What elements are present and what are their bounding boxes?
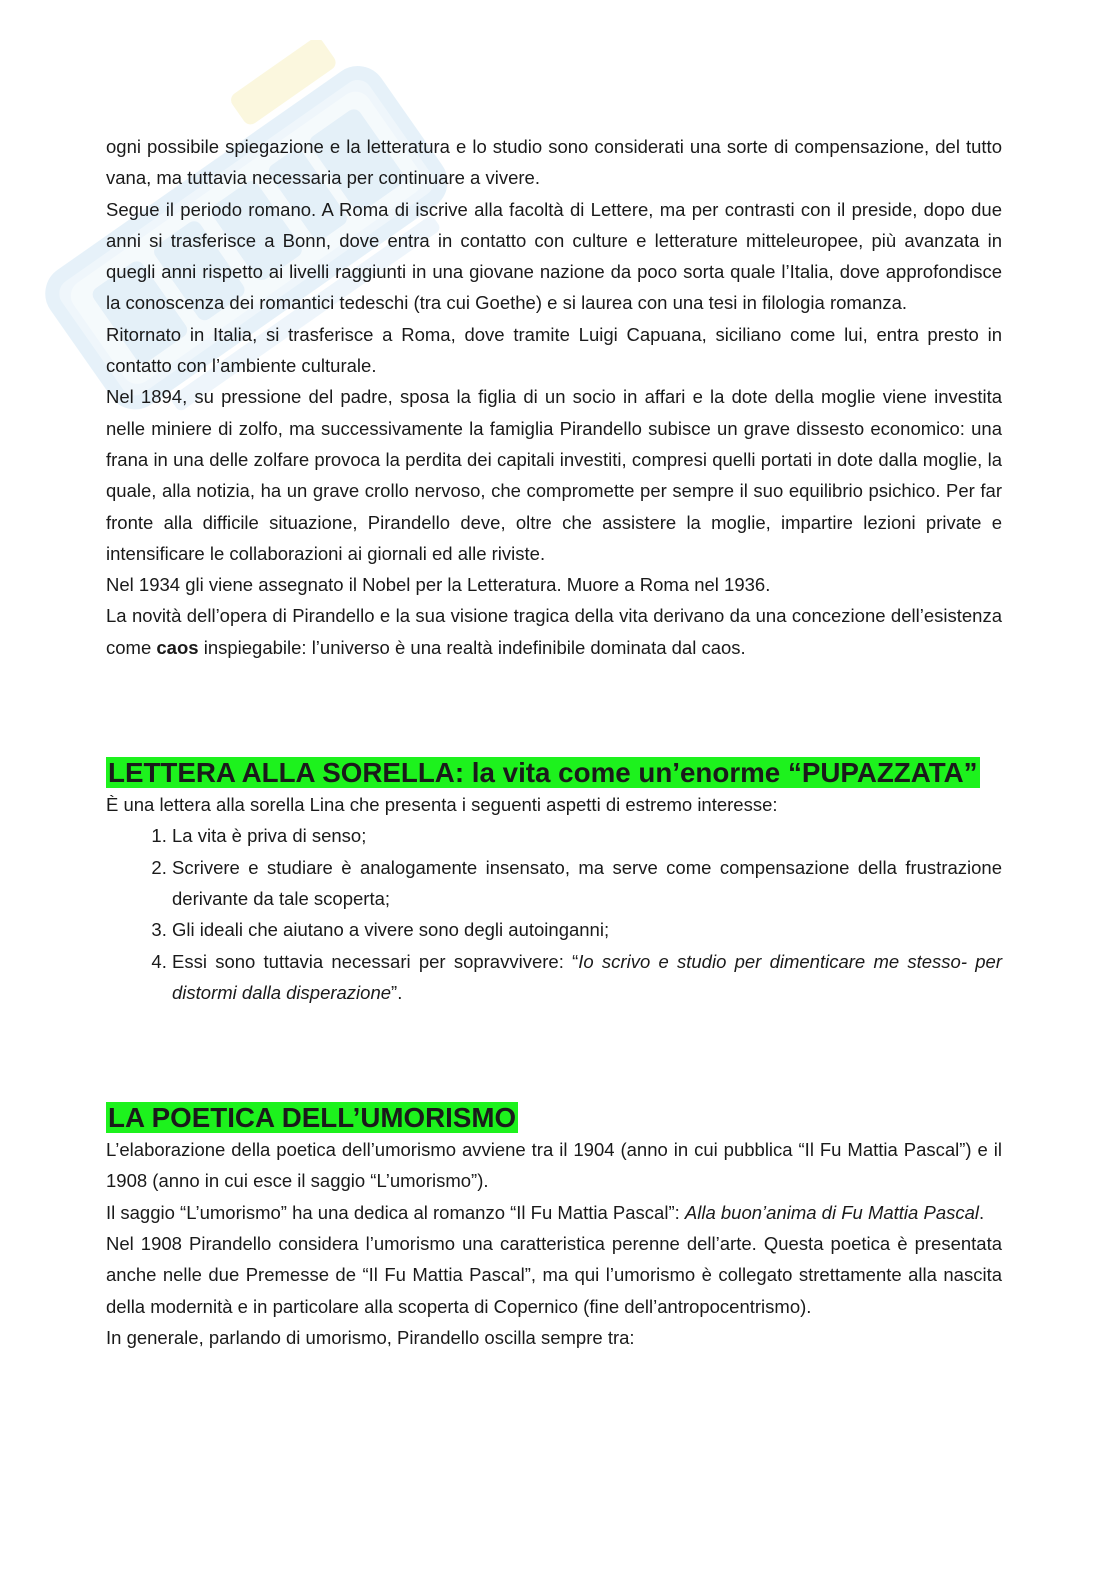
paragraph-caos (106, 600, 1002, 663)
dedica-text-after: . (979, 1201, 985, 1223)
list-item: 2. Scrivere e studiare è analogamente insensato, ma serve come compensazione della frustrazione derivante da tale scoperta; (172, 852, 1002, 915)
heading-poetica-umorismo (106, 1101, 1002, 1134)
list-item: 1. La vita è priva di senso; (172, 820, 1002, 851)
dedica-text-before: Il saggio “L’umorismo” ha una dedica al romanzo “Il Fu Mattia Pascal”: (106, 1201, 685, 1223)
paragraph-1908: Nel 1908 Pirandello considera l’umorismo una caratteristica perenne dell’arte. Questa poetica è presentata anche nelle due Premesse de “Il Fu Mattia Pascal”, ma qui l’umorismo è collegato strettamente alla nascita della modernità e in particolare alla scoperta di Copernico (fine dell’antropocentrismo). (106, 1233, 1002, 1317)
heading-poetica-umorismo-text: LA POETICA DELL’UMORISMO (108, 1102, 517, 1134)
paragraph-matrimonio: Nel 1894, su pressione del padre, sposa la figlia di un socio in affari e la dote della moglie viene investita nelle miniere di zolfo, ma successivamente la famiglia Pirandello subisce un grave dissesto economico: una frana in una delle zolfare provoca la perdita dei capitali investiti, compresi quelli portati in dote dalla moglie, la quale, alla notizia, ha un grave crollo nervoso, che compromette per sempre il suo equilibrio psichico. Per far fronte alla difficile situazione, Pirandello deve, oltre che assistere la moglie, impartire lezioni private e intensificare le collaborazioni ai giornali ed alle riviste. (106, 386, 1002, 564)
paragraph-nobel: Nel 1934 gli viene assegnato il Nobel per la Letteratura. Muore a Roma nel 1936. (106, 574, 771, 596)
paragraph-oscilla: In generale, parlando di umorismo, Pirandello oscilla sempre tra: (106, 1326, 635, 1348)
paragraph-lettera-intro: È una lettera alla sorella Lina che presenta i seguenti aspetti di estremo interesse: (106, 794, 778, 816)
aspects-list (106, 820, 1002, 1008)
heading-lettera-sorella (106, 756, 1002, 789)
caos-text-after: inspiegabile: l’universo è una realtà indefinibile dominata dal caos. (198, 636, 746, 658)
item4-text-after: ”. (391, 981, 403, 1003)
list-item (172, 946, 1002, 1009)
caos-text-before: La novità dell’opera di Pirandello e la sua visione tragica della vita derivano da una concezione dell’esistenza come (106, 605, 1002, 658)
paragraph-periodo-romano: Segue il periodo romano. A Roma di iscrive alla facoltà di Lettere, ma per contrasti con il preside, dopo due anni si trasferisce a Bonn, dove entra in contatto con culture e letterature mitteleuropee, più avanzata in quegli anni rispetto ai livelli raggiunti in una giovane nazione da poco sorta quale l’Italia, dove approfondisce la conoscenza dei romantici tedeschi (tra cui Goethe) e si laurea con una tesi in filologia romanza. (106, 198, 1002, 314)
item4-quote: Io scrivo e studio per dimenticare me stesso- per distormi dalla disperazione (172, 950, 1002, 1003)
list-item: 3. Gli ideali che aiutano a vivere sono degli autoinganni; (172, 914, 1002, 945)
item4-text-before: Essi sono tuttavia necessari per sopravvivere: “ (172, 950, 579, 972)
dedica-quote: Alla buon’anima di Fu Mattia Pascal (684, 1201, 980, 1223)
section-gap (106, 663, 1002, 756)
heading-lettera-sorella-text: LETTERA ALLA SORELLA: la vita come un’enorme “PUPAZZATA” (108, 757, 978, 789)
paragraph-compensazione: ogni possibile spiegazione e la letteratura e lo studio sono considerati una sorte di compensazione, del tutto vana, ma tuttavia necessaria per continuare a vivere. (106, 136, 1002, 189)
section-gap (106, 1008, 1002, 1101)
caos-bold-word: caos (156, 636, 199, 658)
document-body (106, 131, 1002, 1353)
paragraph-elaborazione: L’elaborazione della poetica dell’umorismo avviene tra il 1904 (anno in cui pubblica “Il Fu Mattia Pascal”) e il 1908 (anno in cui esce il saggio “L’umorismo”). (106, 1139, 1002, 1192)
paragraph-dedica (106, 1197, 1002, 1228)
paragraph-ritorno-italia: Ritornato in Italia, si trasferisce a Roma, dove tramite Luigi Capuana, siciliano come lui, entra presto in contatto con l’ambiente culturale. (106, 323, 1002, 377)
